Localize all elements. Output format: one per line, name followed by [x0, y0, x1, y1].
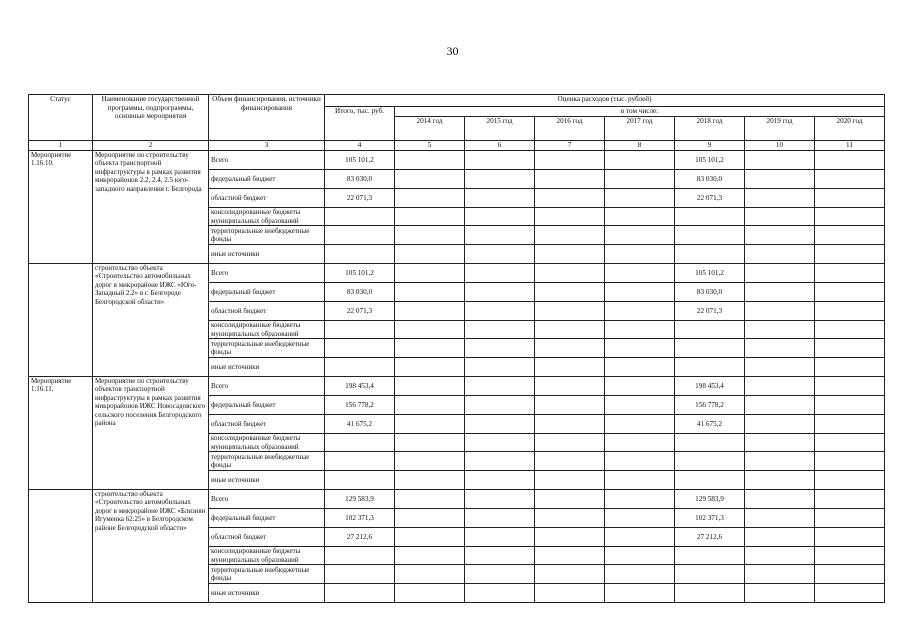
funding-source-cell: консолидированные бюджеты муниципальных образований	[209, 547, 325, 565]
column-number: 11	[815, 141, 885, 151]
year-value-cell	[535, 302, 605, 321]
year-value-cell	[745, 415, 815, 434]
year-value-cell	[605, 283, 675, 302]
header-year: 2016 год	[535, 117, 605, 141]
year-value-cell	[605, 528, 675, 547]
total-cell: 105 101,2	[325, 264, 395, 283]
year-value-cell	[465, 151, 535, 170]
year-value-cell	[605, 547, 675, 565]
year-value-cell	[535, 339, 605, 358]
year-value-cell	[605, 245, 675, 264]
year-value-cell	[535, 283, 605, 302]
year-value-cell	[605, 584, 675, 603]
year-value-cell	[815, 509, 885, 528]
table-row	[29, 490, 885, 509]
header-funding: Объем финансирования, источники финансирования	[209, 95, 325, 141]
year-value-cell	[395, 377, 465, 396]
year-value-cell	[465, 490, 535, 509]
year-value-cell	[535, 509, 605, 528]
year-value-cell	[745, 151, 815, 170]
total-cell: 27 212,6	[325, 528, 395, 547]
total-cell: 129 583,9	[325, 490, 395, 509]
funding-source-cell: иные источники	[209, 245, 325, 264]
column-number: 3	[209, 141, 325, 151]
year-value-cell	[395, 528, 465, 547]
year-value-cell	[815, 434, 885, 452]
year-value-cell	[465, 452, 535, 471]
year-value-cell	[395, 189, 465, 208]
total-cell: 198 453,4	[325, 377, 395, 396]
year-value-cell	[535, 490, 605, 509]
year-value-cell	[465, 226, 535, 245]
year-value-cell	[745, 170, 815, 189]
year-value-cell	[465, 245, 535, 264]
year-value-cell	[535, 452, 605, 471]
year-value-cell	[815, 339, 885, 358]
year-value-cell: 22 071,3	[675, 189, 745, 208]
year-value-cell: 83 030,0	[675, 283, 745, 302]
year-value-cell	[465, 339, 535, 358]
year-value-cell	[395, 547, 465, 565]
year-value-cell	[745, 358, 815, 377]
year-value-cell	[745, 264, 815, 283]
year-value-cell	[395, 245, 465, 264]
column-number: 7	[535, 141, 605, 151]
funding-source-cell: территориальные внебюджетные фонды	[209, 452, 325, 471]
year-value-cell	[535, 226, 605, 245]
year-value-cell	[465, 321, 535, 339]
year-value-cell	[465, 547, 535, 565]
total-cell	[325, 584, 395, 603]
funding-source-cell: иные источники	[209, 584, 325, 603]
expense-table	[28, 94, 885, 603]
header-year: 2020 год	[815, 117, 885, 141]
year-value-cell	[395, 434, 465, 452]
year-value-cell	[395, 151, 465, 170]
total-cell: 83 030,0	[325, 283, 395, 302]
column-number: 6	[465, 141, 535, 151]
column-number: 9	[675, 141, 745, 151]
funding-source-cell: областной бюджет	[209, 528, 325, 547]
year-value-cell	[815, 490, 885, 509]
year-value-cell	[465, 302, 535, 321]
year-value-cell	[465, 208, 535, 226]
year-value-cell	[395, 584, 465, 603]
year-value-cell	[675, 208, 745, 226]
year-value-cell	[745, 321, 815, 339]
year-value-cell	[745, 283, 815, 302]
year-value-cell	[465, 565, 535, 584]
total-cell	[325, 547, 395, 565]
measure-name-cell: Мероприятие по строительству объекта транспортной инфраструктуры в рамках развития микрорайонов 2.2, 2.4, 2.5 юго-западного направления г. Белгорода	[93, 151, 209, 264]
year-value-cell	[535, 547, 605, 565]
year-value-cell	[815, 377, 885, 396]
year-value-cell	[745, 452, 815, 471]
year-value-cell	[745, 245, 815, 264]
year-value-cell	[395, 170, 465, 189]
header-status: Статус	[29, 95, 93, 141]
year-value-cell	[535, 415, 605, 434]
measure-name-cell: строительство объекта «Строительство автомобильных дорог в микрорайоне ИЖС «Юго-Западный 2.2» в г. Белгороде Белгородской области»	[93, 264, 209, 377]
year-value-cell	[815, 321, 885, 339]
year-value-cell	[605, 509, 675, 528]
total-cell	[325, 208, 395, 226]
header-year: 2017 год	[605, 117, 675, 141]
year-value-cell	[535, 396, 605, 415]
year-value-cell	[745, 490, 815, 509]
funding-source-cell: территориальные внебюджетные фонды	[209, 339, 325, 358]
year-value-cell	[605, 302, 675, 321]
total-cell: 22 071,3	[325, 189, 395, 208]
year-value-cell	[605, 264, 675, 283]
year-value-cell	[675, 226, 745, 245]
status-cell: Мероприятие 1.16.10.	[29, 151, 93, 264]
year-value-cell	[605, 189, 675, 208]
year-value-cell	[745, 377, 815, 396]
funding-source-cell: консолидированные бюджеты муниципальных образований	[209, 321, 325, 339]
year-value-cell	[815, 584, 885, 603]
year-value-cell	[745, 565, 815, 584]
year-value-cell	[815, 565, 885, 584]
year-value-cell	[745, 208, 815, 226]
funding-source-cell: федеральный бюджет	[209, 509, 325, 528]
header-total: Итого, тыс. руб.	[325, 107, 395, 141]
header-year: 2019 год	[745, 117, 815, 141]
year-value-cell	[815, 528, 885, 547]
year-value-cell	[465, 396, 535, 415]
column-number: 8	[605, 141, 675, 151]
funding-source-cell: федеральный бюджет	[209, 283, 325, 302]
year-value-cell	[815, 302, 885, 321]
measure-name-cell: Мероприятие по строительству объектов транспортной инфраструктуры в рамках развития микрорайонов ИЖС Новосадовского сельского поселения Белгородского района	[93, 377, 209, 490]
total-cell	[325, 452, 395, 471]
total-cell: 22 071,3	[325, 302, 395, 321]
year-value-cell	[745, 434, 815, 452]
year-value-cell	[745, 339, 815, 358]
total-cell	[325, 471, 395, 490]
year-value-cell	[605, 170, 675, 189]
year-value-cell	[675, 245, 745, 264]
year-value-cell	[535, 434, 605, 452]
year-value-cell	[815, 547, 885, 565]
table-row	[29, 151, 885, 170]
year-value-cell	[745, 302, 815, 321]
header-including: в том числе:	[395, 107, 885, 117]
year-value-cell	[745, 396, 815, 415]
total-cell: 102 371,3	[325, 509, 395, 528]
column-number: 4	[325, 141, 395, 151]
funding-source-cell: областной бюджет	[209, 302, 325, 321]
year-value-cell	[815, 189, 885, 208]
year-value-cell	[535, 208, 605, 226]
year-value-cell	[395, 452, 465, 471]
year-value-cell	[815, 151, 885, 170]
year-value-cell	[465, 358, 535, 377]
status-cell	[29, 490, 93, 603]
funding-source-cell: иные источники	[209, 471, 325, 490]
year-value-cell	[815, 245, 885, 264]
year-value-cell	[675, 434, 745, 452]
year-value-cell	[535, 264, 605, 283]
year-value-cell	[465, 264, 535, 283]
year-value-cell: 129 583,9	[675, 490, 745, 509]
year-value-cell	[815, 358, 885, 377]
year-value-cell	[395, 339, 465, 358]
year-value-cell	[605, 377, 675, 396]
year-value-cell	[675, 547, 745, 565]
column-number: 5	[395, 141, 465, 151]
year-value-cell	[605, 226, 675, 245]
year-value-cell	[395, 208, 465, 226]
year-value-cell	[465, 471, 535, 490]
year-value-cell	[395, 321, 465, 339]
year-value-cell: 22 071,3	[675, 302, 745, 321]
header-estimate: Оценка расходов (тыс. рублей)	[325, 95, 885, 107]
year-value-cell	[675, 565, 745, 584]
year-value-cell: 83 030,0	[675, 170, 745, 189]
total-cell: 41 675,2	[325, 415, 395, 434]
total-cell	[325, 565, 395, 584]
year-value-cell	[535, 151, 605, 170]
funding-source-cell: иные источники	[209, 358, 325, 377]
year-value-cell	[465, 509, 535, 528]
year-value-cell	[535, 358, 605, 377]
year-value-cell	[395, 226, 465, 245]
header-year: 2018 год	[675, 117, 745, 141]
funding-source-cell: консолидированные бюджеты муниципальных образований	[209, 434, 325, 452]
year-value-cell	[465, 189, 535, 208]
year-value-cell	[535, 528, 605, 547]
funding-source-cell: Всего	[209, 377, 325, 396]
year-value-cell	[745, 547, 815, 565]
header-name: Наименование государственной программы, подпрограммы, основные мероприятия	[93, 95, 209, 141]
year-value-cell: 156 778,2	[675, 396, 745, 415]
year-value-cell: 105 101,2	[675, 151, 745, 170]
year-value-cell	[605, 396, 675, 415]
year-value-cell	[465, 584, 535, 603]
year-value-cell	[745, 471, 815, 490]
funding-source-cell: областной бюджет	[209, 415, 325, 434]
header-year: 2015 год	[465, 117, 535, 141]
header-year: 2014 год	[395, 117, 465, 141]
year-value-cell	[745, 189, 815, 208]
year-value-cell	[745, 584, 815, 603]
total-cell	[325, 339, 395, 358]
status-cell: Мероприятие 1.16.11.	[29, 377, 93, 490]
year-value-cell	[395, 490, 465, 509]
year-value-cell	[605, 358, 675, 377]
year-value-cell	[535, 321, 605, 339]
year-value-cell	[395, 302, 465, 321]
year-value-cell	[395, 415, 465, 434]
year-value-cell	[675, 339, 745, 358]
year-value-cell: 102 371,3	[675, 509, 745, 528]
funding-source-cell: федеральный бюджет	[209, 396, 325, 415]
funding-source-cell: федеральный бюджет	[209, 170, 325, 189]
year-value-cell	[675, 321, 745, 339]
year-value-cell	[815, 226, 885, 245]
year-value-cell	[395, 358, 465, 377]
year-value-cell	[535, 245, 605, 264]
funding-source-cell: консолидированные бюджеты муниципальных образований	[209, 208, 325, 226]
table-row	[29, 377, 885, 396]
year-value-cell	[605, 490, 675, 509]
year-value-cell	[605, 471, 675, 490]
year-value-cell	[745, 528, 815, 547]
year-value-cell	[395, 283, 465, 302]
column-number: 2	[93, 141, 209, 151]
year-value-cell	[465, 377, 535, 396]
year-value-cell: 105 101,2	[675, 264, 745, 283]
year-value-cell	[675, 358, 745, 377]
year-value-cell	[395, 509, 465, 528]
year-value-cell	[605, 151, 675, 170]
total-cell	[325, 245, 395, 264]
year-value-cell	[605, 208, 675, 226]
year-value-cell	[815, 264, 885, 283]
funding-source-cell: территориальные внебюджетные фонды	[209, 565, 325, 584]
year-value-cell	[465, 283, 535, 302]
total-cell: 83 030,0	[325, 170, 395, 189]
year-value-cell	[395, 565, 465, 584]
year-value-cell	[815, 396, 885, 415]
year-value-cell	[815, 452, 885, 471]
year-value-cell	[815, 471, 885, 490]
year-value-cell	[535, 377, 605, 396]
year-value-cell	[815, 208, 885, 226]
total-cell	[325, 226, 395, 245]
year-value-cell	[815, 415, 885, 434]
year-value-cell	[815, 283, 885, 302]
year-value-cell	[395, 396, 465, 415]
funding-source-cell: Всего	[209, 490, 325, 509]
year-value-cell	[535, 189, 605, 208]
year-value-cell	[605, 415, 675, 434]
year-value-cell	[675, 452, 745, 471]
column-number: 10	[745, 141, 815, 151]
year-value-cell	[535, 471, 605, 490]
funding-source-cell: Всего	[209, 264, 325, 283]
year-value-cell	[465, 170, 535, 189]
year-value-cell	[465, 415, 535, 434]
measure-name-cell: строительство объекта «Строительство автомобильных дорог в микрорайоне ИЖС «Близнян Игуменка 62.25» в Белгородском районе Белгородской области»	[93, 490, 209, 603]
total-cell	[325, 434, 395, 452]
year-value-cell	[465, 434, 535, 452]
year-value-cell	[745, 509, 815, 528]
year-value-cell	[675, 471, 745, 490]
year-value-cell	[395, 264, 465, 283]
year-value-cell	[535, 565, 605, 584]
column-number: 1	[29, 141, 93, 151]
total-cell	[325, 358, 395, 377]
funding-source-cell: территориальные внебюджетные фонды	[209, 226, 325, 245]
total-cell	[325, 321, 395, 339]
year-value-cell	[675, 584, 745, 603]
year-value-cell	[605, 321, 675, 339]
year-value-cell: 27 212,6	[675, 528, 745, 547]
year-value-cell: 41 675,2	[675, 415, 745, 434]
page-number: 30	[446, 44, 459, 58]
status-cell	[29, 264, 93, 377]
year-value-cell	[605, 434, 675, 452]
year-value-cell	[605, 339, 675, 358]
total-cell: 105 101,2	[325, 151, 395, 170]
year-value-cell	[605, 565, 675, 584]
year-value-cell	[395, 471, 465, 490]
funding-source-cell: областной бюджет	[209, 189, 325, 208]
year-value-cell	[605, 452, 675, 471]
year-value-cell	[815, 170, 885, 189]
total-cell: 156 778,2	[325, 396, 395, 415]
year-value-cell	[535, 170, 605, 189]
year-value-cell	[465, 528, 535, 547]
year-value-cell	[535, 584, 605, 603]
funding-source-cell: Всего	[209, 151, 325, 170]
year-value-cell	[745, 226, 815, 245]
year-value-cell: 198 453,4	[675, 377, 745, 396]
table-row	[29, 264, 885, 283]
